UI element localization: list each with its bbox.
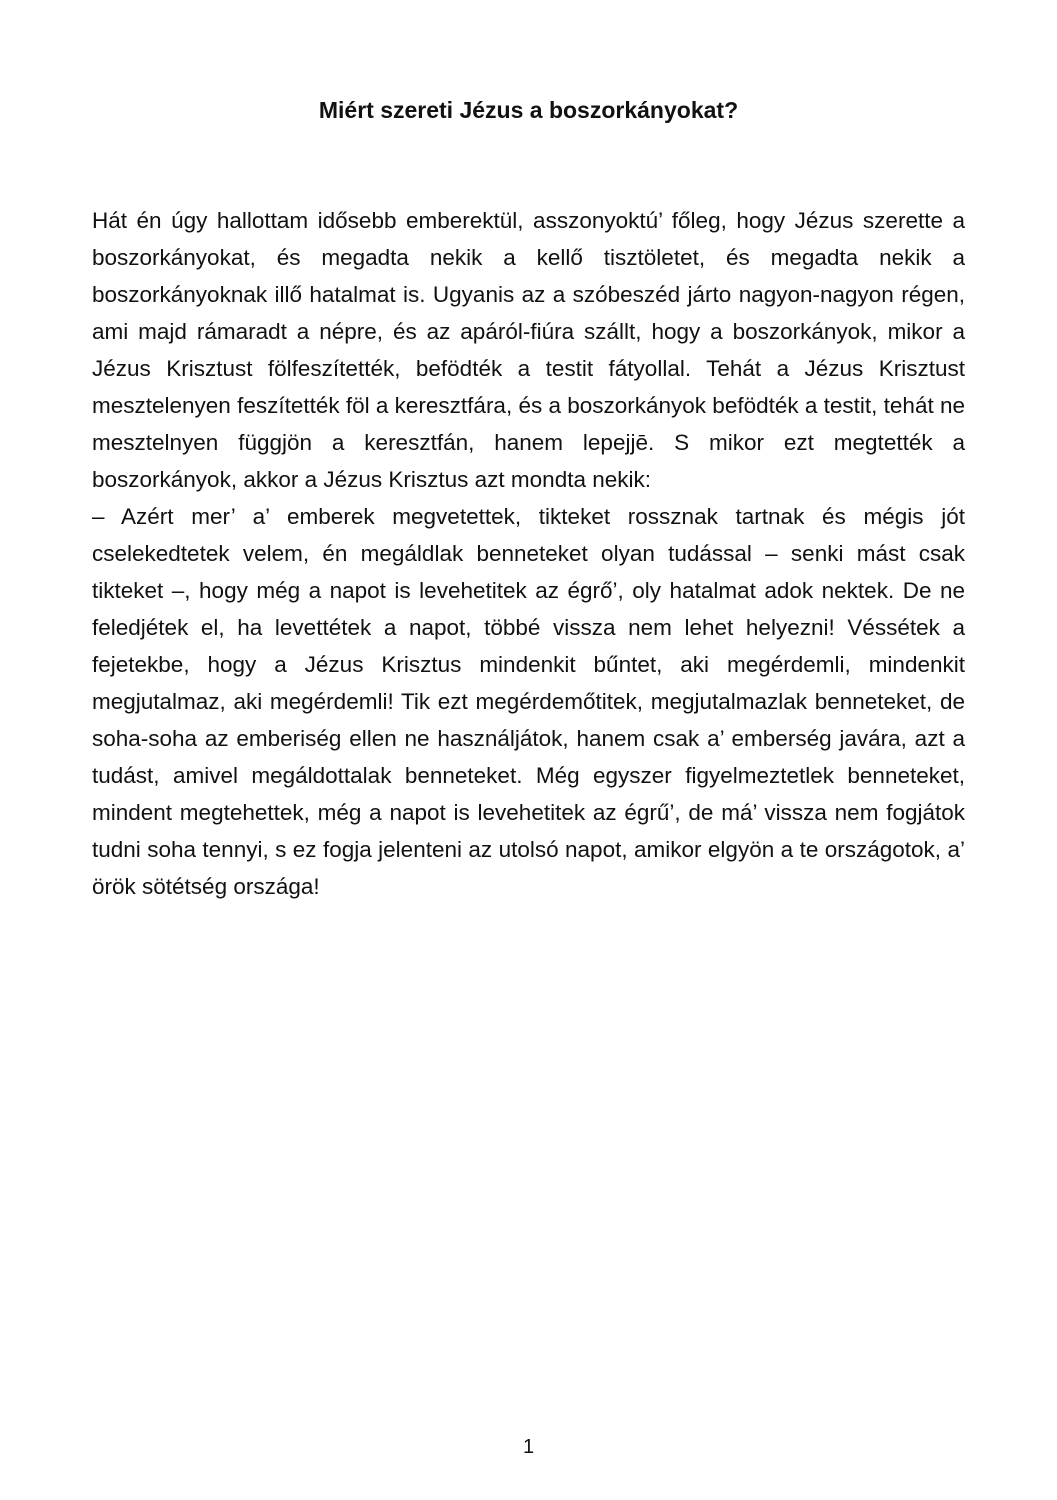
paragraph-2: – Azért mer’ a’ emberek megvetettek, tikteket rossznak tartnak és mégis jót cselekedtetek velem, én megáldlak benneteket olyan tudással – senki mást csak tikteket –, hogy még a napot is levehetitek az égrő’, oly hatalmat adok nektek. De ne feledjétek el, ha levettétek a napot, többé vissza nem lehet helyezni! Véssétek a fejetekbe, hogy a Jézus Krisztus mindenkit bűntet, aki megérdemli, mindenkit megjutalmaz, aki megérdemli! Tik ezt megérdemőtitek, megjutalmazlak benneteket, de soha-soha az emberiség ellen ne használjátok, hanem csak a’ emberség javára, azt a tudást, amivel megáldottalak benneteket. Még egyszer figyelmeztetlek benneteket, mindent megtehettek, még a napot is levehetitek az égrű’, de má’ vissza nem fogjátok tudni soha tennyi, s ez fogja jelenteni az utolsó napot, amikor elgyön a te országotok, a’ örök sötétség országa!: [92, 504, 965, 899]
paragraph-1: Hát én úgy hallottam idősebb emberektül, asszonyoktú’ főleg, hogy Jézus szerette a boszorkányokat, és megadta nekik a kellő tisztöletet, és megadta nekik a boszorkányoknak illő hatalmat is. Ugyanis az a szóbeszéd járto nagyon-nagyon régen, ami majd rámaradt a népre, és az apáról-fiúra szállt, hogy a boszorkányok, mikor a Jézus Krisztust fölfeszítették, befödték a testit fátyollal. Tehát a Jézus Krisztust mesztelenyen feszítették föl a keresztfára, és a boszorkányok befödték a testit, tehát ne mesztelnyen függjön a keresztfán, hanem lepejjē. S mikor ezt megtették a boszorkányok, akkor a Jézus Krisztus azt mondta nekik:: [92, 208, 965, 492]
page-number: 1: [522, 1436, 535, 1458]
page-title: Miért szereti Jézus a boszorkányokat?: [318, 97, 739, 123]
body-text: [92, 202, 965, 905]
